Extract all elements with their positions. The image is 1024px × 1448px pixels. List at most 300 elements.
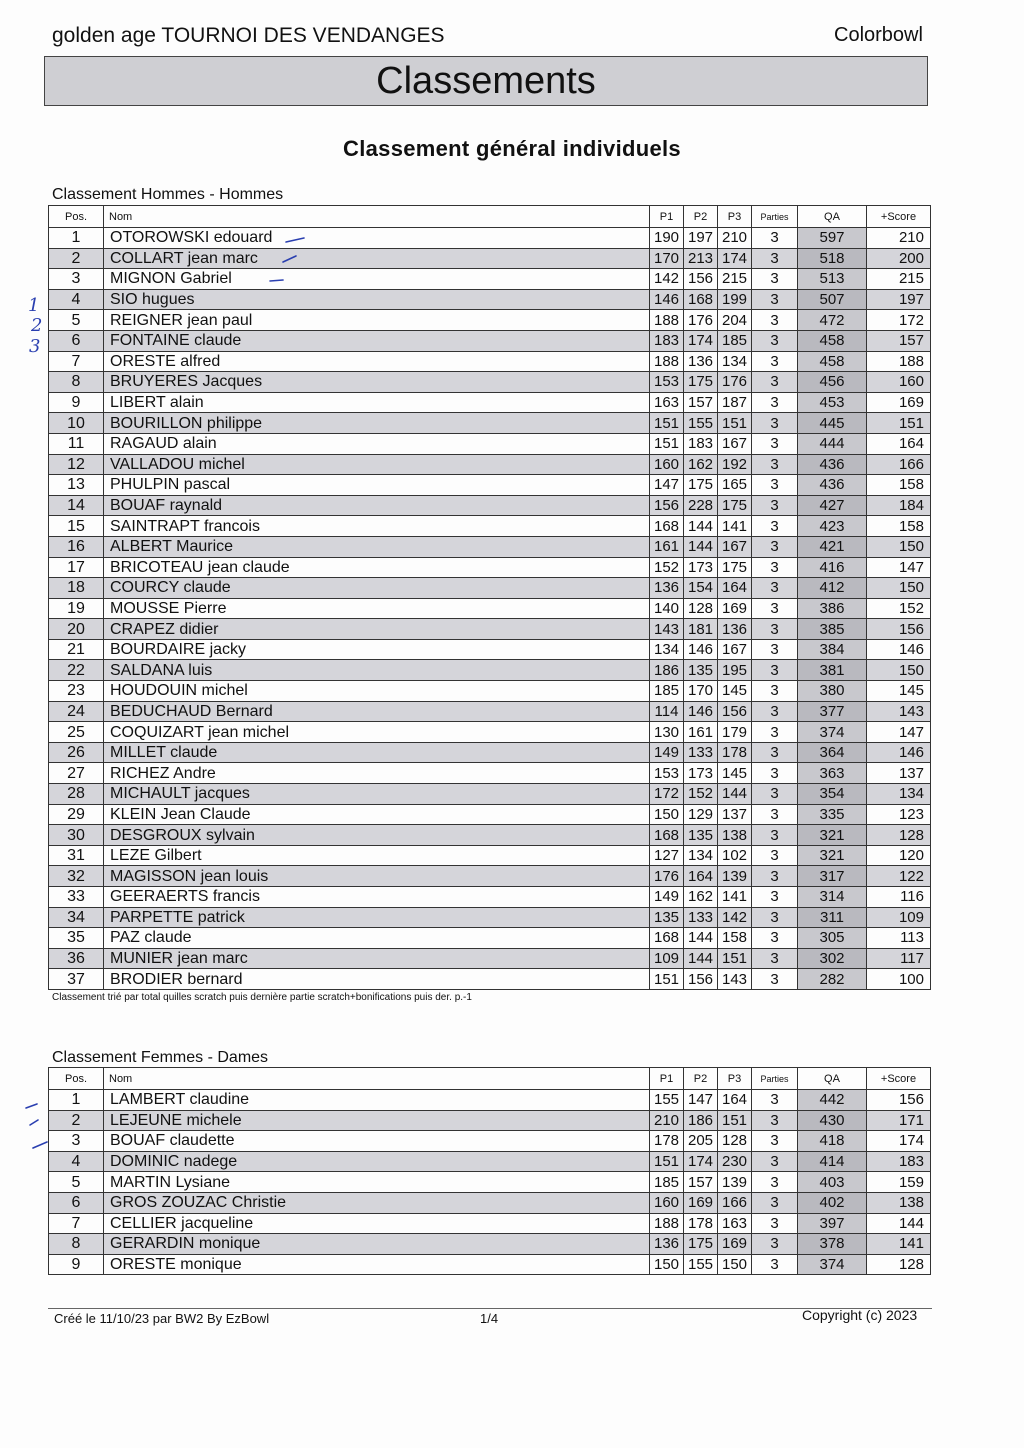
cell-score: 128 [867, 825, 931, 846]
cell-score: 137 [867, 763, 931, 784]
cell-p1: 168 [650, 825, 684, 846]
cell-p2: 144 [684, 536, 718, 557]
cell-qa: 385 [798, 619, 867, 640]
cell-p1: 160 [650, 1192, 684, 1213]
cell-p2: 169 [684, 1192, 718, 1213]
cell-pos: 13 [49, 475, 104, 496]
cell-nom: PAZ claude [104, 928, 650, 949]
cell-p3: 185 [718, 330, 752, 351]
footer-page-number: 1/4 [480, 1311, 499, 1326]
cell-score: 138 [867, 1192, 931, 1213]
cell-parties: 3 [752, 433, 798, 454]
cell-pos: 29 [49, 804, 104, 825]
cell-pos: 15 [49, 516, 104, 537]
cell-pos: 33 [49, 887, 104, 908]
cell-p1: 134 [650, 639, 684, 660]
cell-parties: 3 [752, 1192, 798, 1213]
cell-qa: 314 [798, 887, 867, 908]
cell-p2: 155 [684, 413, 718, 434]
cell-nom: LEJEUNE michele [104, 1110, 650, 1131]
cell-p3: 169 [718, 598, 752, 619]
cell-qa: 518 [798, 248, 867, 269]
cell-p3: 175 [718, 557, 752, 578]
cell-p1: 150 [650, 1254, 684, 1275]
cell-p2: 146 [684, 701, 718, 722]
cell-p1: 130 [650, 722, 684, 743]
cell-p2: 129 [684, 804, 718, 825]
cell-score: 160 [867, 372, 931, 393]
cell-qa: 381 [798, 660, 867, 681]
cell-p2: 178 [684, 1213, 718, 1234]
pen-tick [30, 1120, 38, 1125]
page-subtitle: Classement général individuels [343, 136, 681, 161]
cell-p3: 141 [718, 516, 752, 537]
cell-score: 156 [867, 1090, 931, 1111]
cell-score: 215 [867, 269, 931, 290]
cell-nom: DESGROUX sylvain [104, 825, 650, 846]
cell-nom: COLLART jean marc [104, 248, 650, 269]
cell-p1: 146 [650, 289, 684, 310]
cell-parties: 3 [752, 660, 798, 681]
cell-p2: 133 [684, 907, 718, 928]
cell-pos: 7 [49, 351, 104, 372]
cell-p2: 161 [684, 722, 718, 743]
cell-pos: 8 [49, 1234, 104, 1255]
cell-p2: 181 [684, 619, 718, 640]
cell-p1: 135 [650, 907, 684, 928]
cell-pos: 11 [49, 433, 104, 454]
cell-p2: 135 [684, 660, 718, 681]
sort-note: Classement trié par total quilles scratch puis dernière partie scratch+bonifications puis der. p.-1 [52, 992, 472, 1003]
cell-nom: BOUAF raynald [104, 495, 650, 516]
cell-qa: 418 [798, 1131, 867, 1152]
cell-p1: 136 [650, 1234, 684, 1255]
cell-pos: 9 [49, 1254, 104, 1275]
pen-tick [26, 1104, 37, 1108]
cell-p1: 170 [650, 248, 684, 269]
cell-parties: 3 [752, 269, 798, 290]
cell-nom: COURCY claude [104, 578, 650, 599]
cell-nom: ALBERT Maurice [104, 536, 650, 557]
cell-qa: 456 [798, 372, 867, 393]
cell-parties: 3 [752, 907, 798, 928]
cell-nom: KLEIN Jean Claude [104, 804, 650, 825]
cell-score: 184 [867, 495, 931, 516]
page-banner: Classements [44, 56, 928, 106]
cell-score: 158 [867, 475, 931, 496]
cell-pos: 21 [49, 639, 104, 660]
cell-score: 144 [867, 1213, 931, 1234]
cell-qa: 597 [798, 228, 867, 249]
cell-score: 128 [867, 1254, 931, 1275]
cell-nom: FONTAINE claude [104, 330, 650, 351]
cell-parties: 3 [752, 330, 798, 351]
cell-p3: 164 [718, 1090, 752, 1111]
cell-p2: 186 [684, 1110, 718, 1131]
cell-score: 159 [867, 1172, 931, 1193]
col-score-header: +Score [867, 206, 931, 228]
cell-p1: 153 [650, 763, 684, 784]
col-score-header: +Score [867, 1068, 931, 1090]
cell-score: 171 [867, 1110, 931, 1131]
cell-p1: 176 [650, 866, 684, 887]
cell-score: 143 [867, 701, 931, 722]
cell-p3: 163 [718, 1213, 752, 1234]
cell-p1: 172 [650, 784, 684, 805]
cell-qa: 403 [798, 1172, 867, 1193]
cell-p2: 134 [684, 845, 718, 866]
cell-pos: 37 [49, 969, 104, 990]
cell-p3: 174 [718, 248, 752, 269]
cell-nom: LAMBERT claudine [104, 1090, 650, 1111]
cell-p1: 186 [650, 660, 684, 681]
cell-pos: 32 [49, 866, 104, 887]
cell-p2: 175 [684, 372, 718, 393]
cell-score: 134 [867, 784, 931, 805]
cell-parties: 3 [752, 1151, 798, 1172]
cell-qa: 458 [798, 351, 867, 372]
cell-p1: 151 [650, 1151, 684, 1172]
cell-parties: 3 [752, 248, 798, 269]
cell-qa: 416 [798, 557, 867, 578]
col-p1-header: P1 [650, 206, 684, 228]
cell-parties: 3 [752, 619, 798, 640]
cell-p1: 163 [650, 392, 684, 413]
cell-qa: 377 [798, 701, 867, 722]
cell-parties: 3 [752, 413, 798, 434]
cell-pos: 35 [49, 928, 104, 949]
cell-score: 164 [867, 433, 931, 454]
cell-qa: 427 [798, 495, 867, 516]
cell-parties: 3 [752, 475, 798, 496]
col-p3-header: P3 [718, 206, 752, 228]
cell-parties: 3 [752, 928, 798, 949]
cell-score: 145 [867, 681, 931, 702]
cell-nom: GERARDIN monique [104, 1234, 650, 1255]
cell-pos: 1 [49, 1090, 104, 1111]
cell-p2: 156 [684, 269, 718, 290]
cell-p3: 134 [718, 351, 752, 372]
cell-qa: 282 [798, 969, 867, 990]
cell-parties: 3 [752, 598, 798, 619]
cell-parties: 3 [752, 969, 798, 990]
cell-p3: 151 [718, 413, 752, 434]
cell-parties: 3 [752, 784, 798, 805]
cell-pos: 5 [49, 1172, 104, 1193]
cell-parties: 3 [752, 742, 798, 763]
cell-nom: MUNIER jean marc [104, 948, 650, 969]
cell-score: 156 [867, 619, 931, 640]
cell-pos: 9 [49, 392, 104, 413]
cell-p1: 178 [650, 1131, 684, 1152]
cell-p2: 155 [684, 1254, 718, 1275]
cell-pos: 6 [49, 330, 104, 351]
cell-parties: 3 [752, 495, 798, 516]
cell-p2: 128 [684, 598, 718, 619]
cell-parties: 3 [752, 763, 798, 784]
cell-qa: 364 [798, 742, 867, 763]
col-nom-header: Nom [104, 206, 650, 228]
cell-pos: 7 [49, 1213, 104, 1234]
cell-qa: 374 [798, 1254, 867, 1275]
cell-parties: 3 [752, 887, 798, 908]
cell-parties: 3 [752, 825, 798, 846]
cell-score: 113 [867, 928, 931, 949]
cell-parties: 3 [752, 1254, 798, 1275]
cell-p3: 137 [718, 804, 752, 825]
cell-pos: 30 [49, 825, 104, 846]
cell-p3: 215 [718, 269, 752, 290]
cell-parties: 3 [752, 1234, 798, 1255]
cell-score: 141 [867, 1234, 931, 1255]
cell-p2: 144 [684, 516, 718, 537]
cell-p1: 168 [650, 516, 684, 537]
cell-pos: 4 [49, 289, 104, 310]
cell-nom: LIBERT alain [104, 392, 650, 413]
cell-pos: 23 [49, 681, 104, 702]
cell-nom: SIO hugues [104, 289, 650, 310]
cell-pos: 2 [49, 248, 104, 269]
cell-nom: RAGAUD alain [104, 433, 650, 454]
cell-nom: BRUYERES Jacques [104, 372, 650, 393]
cell-pos: 10 [49, 413, 104, 434]
cell-qa: 397 [798, 1213, 867, 1234]
cell-pos: 36 [49, 948, 104, 969]
cell-p1: 150 [650, 804, 684, 825]
cell-score: 169 [867, 392, 931, 413]
cell-nom: MIGNON Gabriel [104, 269, 650, 290]
cell-p1: 188 [650, 1213, 684, 1234]
cell-nom: MILLET claude [104, 742, 650, 763]
cell-score: 151 [867, 413, 931, 434]
cell-p2: 164 [684, 866, 718, 887]
cell-p3: 164 [718, 578, 752, 599]
cell-nom: CRAPEZ didier [104, 619, 650, 640]
cell-p2: 162 [684, 454, 718, 475]
cell-qa: 386 [798, 598, 867, 619]
footer-created: Créé le 11/10/23 par BW2 By EzBowl [54, 1311, 270, 1326]
cell-p3: 145 [718, 763, 752, 784]
cell-pos: 8 [49, 372, 104, 393]
col-p3-header: P3 [718, 1068, 752, 1090]
cell-score: 200 [867, 248, 931, 269]
cell-p2: 175 [684, 475, 718, 496]
cell-nom: OTOROWSKI edouard [104, 228, 650, 249]
cell-p3: 167 [718, 639, 752, 660]
cell-qa: 321 [798, 845, 867, 866]
cell-p3: 192 [718, 454, 752, 475]
cell-nom: LEZE Gilbert [104, 845, 650, 866]
cell-p3: 179 [718, 722, 752, 743]
cell-score: 197 [867, 289, 931, 310]
men-section-title: Classement Hommes - Hommes [52, 186, 284, 203]
cell-p3: 150 [718, 1254, 752, 1275]
cell-pos: 6 [49, 1192, 104, 1213]
cell-score: 166 [867, 454, 931, 475]
cell-p1: 152 [650, 557, 684, 578]
cell-qa: 445 [798, 413, 867, 434]
cell-score: 150 [867, 536, 931, 557]
cell-score: 210 [867, 228, 931, 249]
cell-nom: DOMINIC nadege [104, 1151, 650, 1172]
cell-nom: GROS ZOUZAC Christie [104, 1192, 650, 1213]
cell-nom: BEDUCHAUD Bernard [104, 701, 650, 722]
cell-nom: PARPETTE patrick [104, 907, 650, 928]
cell-p2: 228 [684, 495, 718, 516]
cell-p2: 174 [684, 1151, 718, 1172]
cell-pos: 27 [49, 763, 104, 784]
cell-pos: 2 [49, 1110, 104, 1131]
pen-dash [286, 238, 304, 242]
cell-pos: 34 [49, 907, 104, 928]
cell-nom: MARTIN Lysiane [104, 1172, 650, 1193]
cell-qa: 302 [798, 948, 867, 969]
cell-nom: COQUIZART jean michel [104, 722, 650, 743]
cell-parties: 3 [752, 372, 798, 393]
pen-dash [283, 256, 296, 262]
cell-score: 188 [867, 351, 931, 372]
cell-p3: 151 [718, 948, 752, 969]
cell-score: 116 [867, 887, 931, 908]
footer-divider [48, 1308, 932, 1309]
cell-p3: 176 [718, 372, 752, 393]
footer-copyright: Copyright (c) 2023 [802, 1307, 918, 1323]
handwritten-number: 3 [29, 336, 41, 357]
cell-nom: MAGISSON jean louis [104, 866, 650, 887]
cell-p3: 144 [718, 784, 752, 805]
col-qa-header: QA [798, 206, 867, 228]
cell-p1: 149 [650, 742, 684, 763]
cell-qa: 354 [798, 784, 867, 805]
cell-nom: RICHEZ Andre [104, 763, 650, 784]
cell-qa: 412 [798, 578, 867, 599]
cell-p2: 174 [684, 330, 718, 351]
cell-p1: 147 [650, 475, 684, 496]
cell-parties: 3 [752, 454, 798, 475]
col-parties-header: Parties [752, 206, 798, 228]
cell-nom: BRICOTEAU jean claude [104, 557, 650, 578]
col-pos-header: Pos. [49, 206, 104, 228]
cell-score: 120 [867, 845, 931, 866]
col-qa-header: QA [798, 1068, 867, 1090]
cell-qa: 311 [798, 907, 867, 928]
cell-pos: 26 [49, 742, 104, 763]
cell-p1: 151 [650, 969, 684, 990]
cell-p2: 146 [684, 639, 718, 660]
cell-parties: 3 [752, 536, 798, 557]
cell-score: 146 [867, 639, 931, 660]
cell-p3: 165 [718, 475, 752, 496]
cell-pos: 18 [49, 578, 104, 599]
cell-qa: 402 [798, 1192, 867, 1213]
cell-parties: 3 [752, 557, 798, 578]
cell-parties: 3 [752, 804, 798, 825]
cell-p2: 133 [684, 742, 718, 763]
cell-qa: 305 [798, 928, 867, 949]
cell-p2: 156 [684, 969, 718, 990]
cell-p3: 178 [718, 742, 752, 763]
cell-p3: 102 [718, 845, 752, 866]
cell-p1: 156 [650, 495, 684, 516]
cell-parties: 3 [752, 1213, 798, 1234]
handwritten-number: 1 [28, 295, 40, 316]
cell-p1: 155 [650, 1090, 684, 1111]
cell-nom: SALDANA luis [104, 660, 650, 681]
cell-p2: 157 [684, 392, 718, 413]
cell-parties: 3 [752, 639, 798, 660]
cell-p1: 210 [650, 1110, 684, 1131]
cell-p1: 188 [650, 310, 684, 331]
cell-p2: 154 [684, 578, 718, 599]
cell-p2: 147 [684, 1090, 718, 1111]
cell-p1: 185 [650, 681, 684, 702]
cell-p2: 136 [684, 351, 718, 372]
cell-parties: 3 [752, 866, 798, 887]
cell-pos: 1 [49, 228, 104, 249]
cell-parties: 3 [752, 392, 798, 413]
cell-p1: 190 [650, 228, 684, 249]
cell-nom: BOUAF claudette [104, 1131, 650, 1152]
cell-parties: 3 [752, 310, 798, 331]
cell-p3: 151 [718, 1110, 752, 1131]
cell-p3: 128 [718, 1131, 752, 1152]
cell-p3: 158 [718, 928, 752, 949]
cell-p1: 109 [650, 948, 684, 969]
cell-score: 174 [867, 1131, 931, 1152]
cell-p3: 156 [718, 701, 752, 722]
cell-score: 150 [867, 578, 931, 599]
cell-p3: 204 [718, 310, 752, 331]
cell-qa: 335 [798, 804, 867, 825]
cell-nom: VALLADOU michel [104, 454, 650, 475]
cell-parties: 3 [752, 1131, 798, 1152]
cell-qa: 444 [798, 433, 867, 454]
cell-parties: 3 [752, 228, 798, 249]
cell-nom: BOURDAIRE jacky [104, 639, 650, 660]
cell-score: 109 [867, 907, 931, 928]
cell-score: 157 [867, 330, 931, 351]
cell-p3: 142 [718, 907, 752, 928]
cell-nom: REIGNER jean paul [104, 310, 650, 331]
cell-pos: 5 [49, 310, 104, 331]
cell-score: 147 [867, 722, 931, 743]
cell-pos: 16 [49, 536, 104, 557]
women-section-title: Classement Femmes - Dames [52, 1049, 269, 1066]
cell-qa: 384 [798, 639, 867, 660]
cell-p2: 168 [684, 289, 718, 310]
pen-dash [270, 280, 283, 281]
cell-p1: 127 [650, 845, 684, 866]
cell-parties: 3 [752, 578, 798, 599]
cell-qa: 458 [798, 330, 867, 351]
cell-score: 146 [867, 742, 931, 763]
cell-score: 117 [867, 948, 931, 969]
cell-p3: 139 [718, 866, 752, 887]
cell-nom: GEERAERTS francis [104, 887, 650, 908]
cell-p3: 143 [718, 969, 752, 990]
cell-p2: 175 [684, 1234, 718, 1255]
cell-nom: BRODIER bernard [104, 969, 650, 990]
cell-pos: 28 [49, 784, 104, 805]
cell-p2: 173 [684, 763, 718, 784]
cell-parties: 3 [752, 1110, 798, 1131]
cell-p3: 138 [718, 825, 752, 846]
cell-qa: 442 [798, 1090, 867, 1111]
cell-p2: 170 [684, 681, 718, 702]
cell-qa: 414 [798, 1151, 867, 1172]
cell-p2: 213 [684, 248, 718, 269]
cell-p1: 151 [650, 433, 684, 454]
